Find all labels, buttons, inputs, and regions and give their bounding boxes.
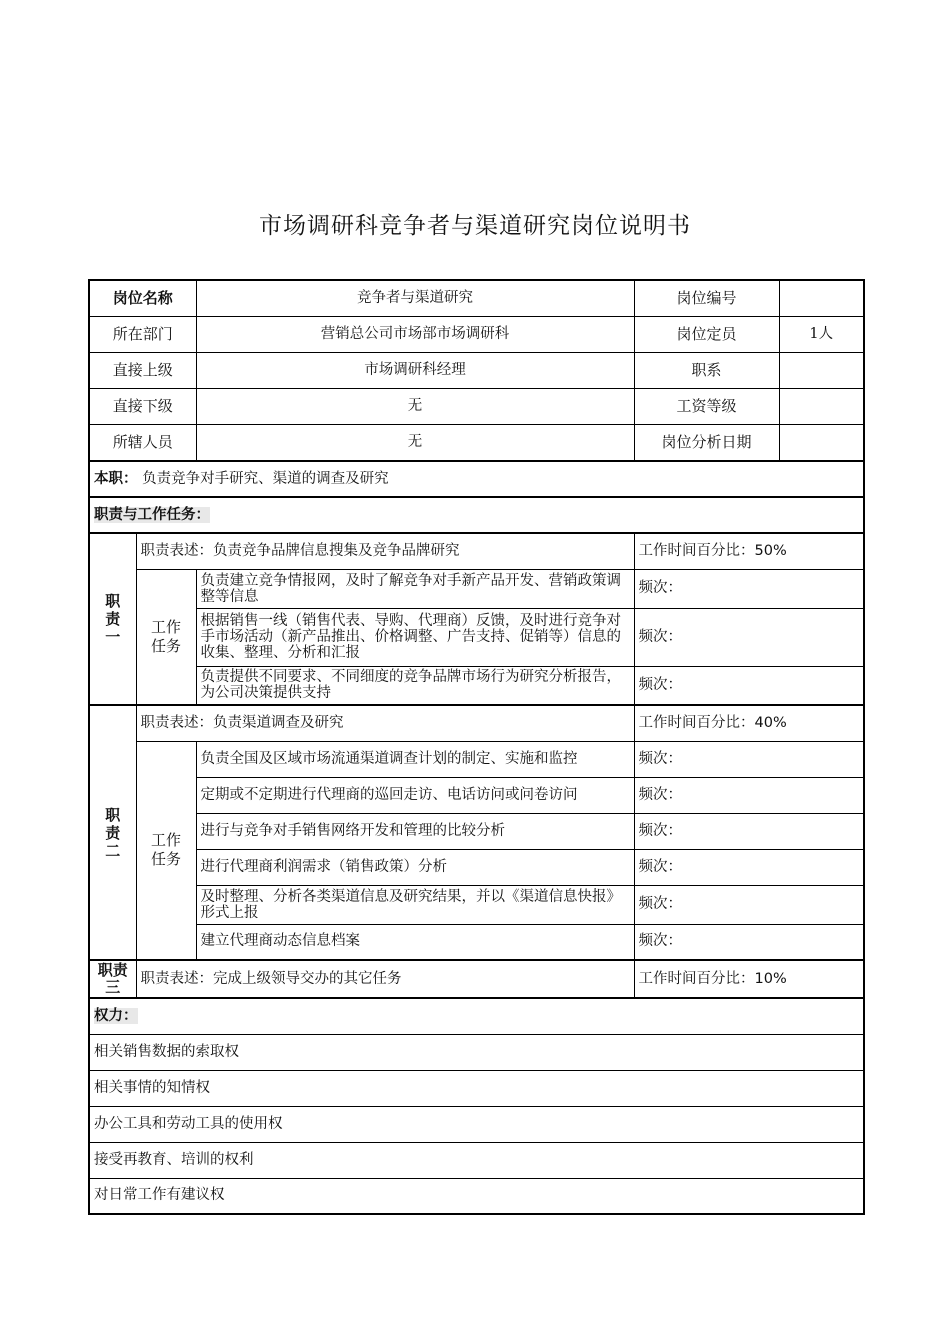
power-row: [89, 1178, 864, 1214]
r1-label: 职 责 一: [89, 533, 136, 705]
power-row: [89, 1034, 864, 1070]
value-position-code: [779, 280, 864, 316]
value-headcount: 1人: [779, 316, 864, 352]
info-row-department: [89, 316, 864, 352]
info-row-subordinate: [89, 388, 864, 424]
document-title: 市场调研科竞争者与渠道研究岗位说明书: [259, 213, 691, 239]
label-staff: 所辖人员: [89, 424, 196, 461]
r2-percent: 工作时间百分比：40%: [634, 705, 864, 741]
r3-percent: 工作时间百分比：10%: [634, 960, 864, 998]
label-salary-grade: 工资等级: [634, 388, 779, 424]
r2-task-1: 负责全国及区域市场流通渠道调查计划的制定、实施和监控: [196, 741, 634, 777]
r1-statement: 职责表述：负责竞争品牌信息搜集及竞争品牌研究: [136, 533, 634, 569]
label-headcount: 岗位定员: [634, 316, 779, 352]
r2-task-row: [89, 741, 864, 777]
value-subordinate: 无: [196, 388, 634, 424]
powers-head-row: [89, 998, 864, 1034]
value-supervisor: 市场调研科经理: [196, 352, 634, 388]
r2-task-2-freq: 频次：: [634, 777, 864, 813]
value-analysis-date: [779, 424, 864, 461]
r2-task-3: 进行与竞争对手销售网络开发和管理的比较分析: [196, 813, 634, 849]
responsibilities-head-row: [89, 497, 864, 533]
power-item: 相关事情的知情权: [89, 1070, 864, 1106]
r2-task-6: 建立代理商动态信息档案: [196, 924, 634, 960]
r2-task-label: 工作 任务: [136, 741, 196, 960]
label-supervisor: 直接上级: [89, 352, 196, 388]
r1-task-1-freq: 频次：: [634, 569, 864, 608]
r1-task-label: 工作 任务: [136, 569, 196, 705]
info-row-position-name: [89, 280, 864, 316]
value-staff: 无: [196, 424, 634, 461]
info-row-staff: [89, 424, 864, 461]
label-job-family: 职系: [634, 352, 779, 388]
r1-task-2-freq: 频次：: [634, 608, 864, 666]
duty-label: 本职：: [94, 470, 138, 487]
power-item: 接受再教育、培训的权利: [89, 1142, 864, 1178]
r1-task-1: 负责建立竞争情报网，及时了解竞争对手新产品开发、营销政策调整等信息: [196, 569, 634, 608]
r1-statement-row: [89, 533, 864, 569]
label-analysis-date: 岗位分析日期: [634, 424, 779, 461]
r1-task-row: [89, 569, 864, 608]
r2-task-3-freq: 频次：: [634, 813, 864, 849]
r2-task-row: [89, 813, 864, 849]
r2-task-row: [89, 777, 864, 813]
r1-percent: 工作时间百分比：50%: [634, 533, 864, 569]
responsibilities-head-cell: [89, 497, 864, 533]
r2-task-1-freq: 频次：: [634, 741, 864, 777]
r3-row: [89, 960, 864, 998]
r1-task-2: 根据销售一线（销售代表、导购、代理商）反馈，及时进行竞争对手市场活动（新产品推出、价格调整、广告支持、促销等）信息的收集、整理、分析和汇报: [196, 608, 634, 666]
r1-task-row: [89, 608, 864, 666]
r3-label: 职责 三: [89, 960, 136, 998]
power-item: 相关销售数据的索取权: [89, 1034, 864, 1070]
label-department: 所在部门: [89, 316, 196, 352]
duty-row: [89, 461, 864, 497]
r2-task-row: [89, 885, 864, 924]
label-position-name: 岗位名称: [89, 280, 196, 316]
r3-statement: 职责表述：完成上级领导交办的其它任务: [136, 960, 634, 998]
powers-head-cell: [89, 998, 864, 1034]
value-position-name: 竞争者与渠道研究: [196, 280, 634, 316]
value-department: 营销总公司市场部市场调研科: [196, 316, 634, 352]
r2-task-row: [89, 924, 864, 960]
r2-task-6-freq: 频次：: [634, 924, 864, 960]
power-row: [89, 1070, 864, 1106]
r2-task-4: 进行代理商利润需求（销售政策）分析: [196, 849, 634, 885]
power-item: 办公工具和劳动工具的使用权: [89, 1106, 864, 1142]
power-row: [89, 1106, 864, 1142]
label-position-code: 岗位编号: [634, 280, 779, 316]
r2-task-5-freq: 频次：: [634, 885, 864, 924]
label-subordinate: 直接下级: [89, 388, 196, 424]
power-item: 对日常工作有建议权: [89, 1178, 864, 1214]
powers-heading: 权力：: [94, 1007, 138, 1024]
responsibilities-heading: 职责与工作任务：: [94, 506, 210, 523]
r2-task-4-freq: 频次：: [634, 849, 864, 885]
r2-task-row: [89, 849, 864, 885]
r2-task-2: 定期或不定期进行代理商的巡回走访、电话访问或问卷访问: [196, 777, 634, 813]
value-job-family: [779, 352, 864, 388]
r2-statement-row: [89, 705, 864, 741]
info-row-supervisor: [89, 352, 864, 388]
job-description-table: [88, 279, 865, 1215]
power-row: [89, 1142, 864, 1178]
duty-text: 负责竞争对手研究、渠道的调查及研究: [142, 470, 389, 487]
r2-statement: 职责表述：负责渠道调查及研究: [136, 705, 634, 741]
r1-task-3: 负责提供不同要求、不同细度的竞争品牌市场行为研究分析报告，为公司决策提供支持: [196, 666, 634, 705]
value-salary-grade: [779, 388, 864, 424]
duty-cell: [89, 461, 864, 497]
r2-label: 职 责 二: [89, 705, 136, 960]
r1-task-row: [89, 666, 864, 705]
r2-task-5: 及时整理、分析各类渠道信息及研究结果，并以《渠道信息快报》形式上报: [196, 885, 634, 924]
r1-task-3-freq: 频次：: [634, 666, 864, 705]
